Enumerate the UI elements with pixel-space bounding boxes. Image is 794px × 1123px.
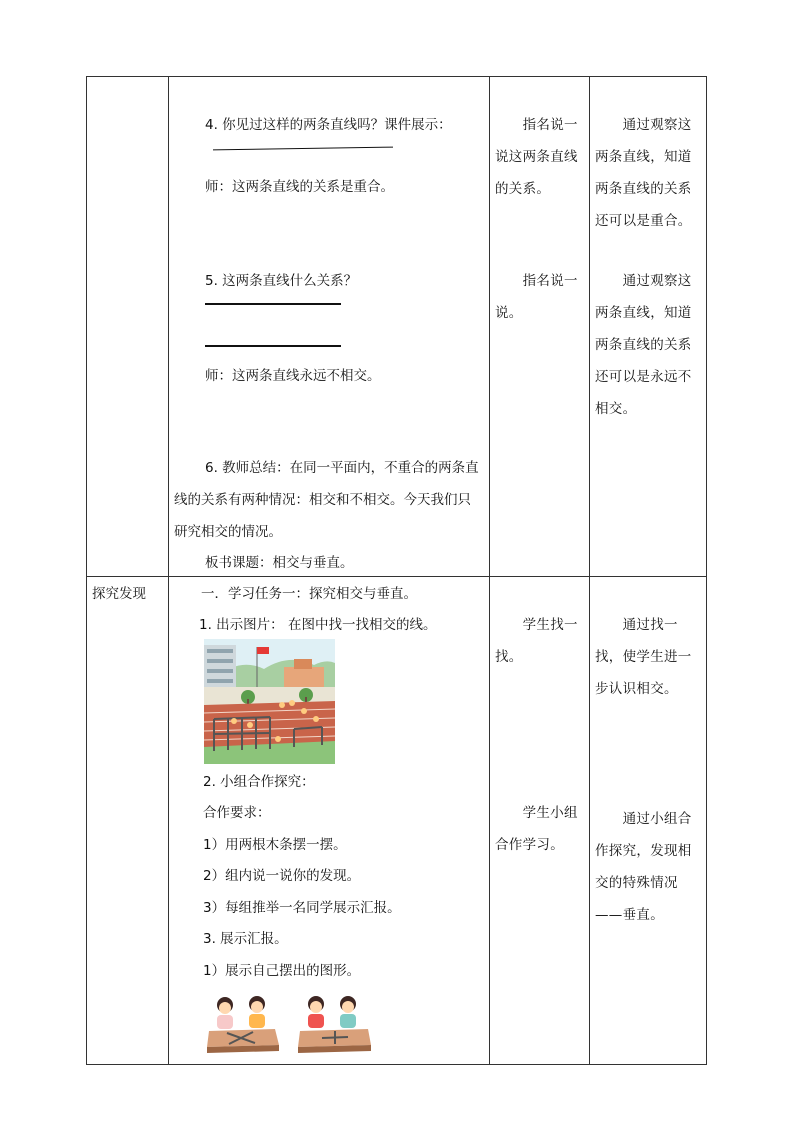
activity-text: 5. 这两条直线什么关系？	[205, 273, 358, 289]
design-intent: 通过小组合作探究，发现相交的特殊情况——垂直。	[595, 811, 692, 923]
activity-text: 线的关系有两种情况：相交和不相交。今天我们只	[174, 492, 471, 508]
activity-text: 1. 出示图片： 在图中找一找相交的线。	[199, 617, 437, 633]
activity-text: 板书课题：相交与垂直。	[205, 555, 354, 571]
activity-text: 3）每组推举一名同学展示汇报。	[203, 900, 401, 916]
student-activity: 指名说一说。	[495, 273, 578, 321]
activity-text: 师：这两条直线永远不相交。	[205, 368, 381, 384]
design-intent: 通过观察这两条直线，知道两条直线的关系还可以是重合。	[595, 117, 692, 229]
coincident-lines-figure	[213, 147, 393, 151]
design-intent: 通过观察这两条直线，知道两条直线的关系还可以是永远不相交。	[595, 273, 692, 417]
row-divider	[87, 576, 706, 577]
children-perpendicular-sticks-illustration	[296, 993, 374, 1055]
parallel-line-bottom	[205, 345, 341, 347]
activity-text: 6. 教师总结：在同一平面内，不重合的两条直	[205, 460, 479, 476]
activity-text: 合作要求：	[203, 805, 271, 821]
stage-cell: 探究发现	[92, 586, 146, 602]
parallel-line-top	[205, 303, 341, 305]
activity-text: 1）展示自己摆出的图形。	[203, 963, 361, 979]
lesson-plan-table	[86, 76, 707, 1065]
children-crossing-sticks-illustration	[205, 993, 283, 1055]
activity-text: 2. 小组合作探究：	[203, 774, 315, 790]
student-activity: 学生找一找。	[495, 617, 578, 665]
column-divider	[589, 77, 590, 1064]
student-activity: 学生小组合作学习。	[495, 805, 578, 853]
design-intent: 通过找一找，使学生进一步认识相交。	[595, 617, 692, 697]
activity-text: 一．学习任务一：探究相交与垂直。	[201, 586, 417, 602]
activity-text: 1）用两根木条摆一摆。	[203, 837, 347, 853]
activity-text: 2）组内说一说你的发现。	[203, 868, 361, 884]
activity-text: 3. 展示汇报。	[203, 931, 288, 947]
activity-text: 4. 你见过这样的两条直线吗？课件展示：	[205, 117, 452, 133]
activity-text: 师：这两条直线的关系是重合。	[205, 179, 394, 195]
column-divider	[489, 77, 490, 1064]
column-divider	[168, 77, 169, 1064]
playground-illustration	[204, 639, 335, 764]
student-activity: 指名说一说这两条直线的关系。	[495, 117, 578, 197]
activity-text: 研究相交的情况。	[174, 524, 282, 540]
